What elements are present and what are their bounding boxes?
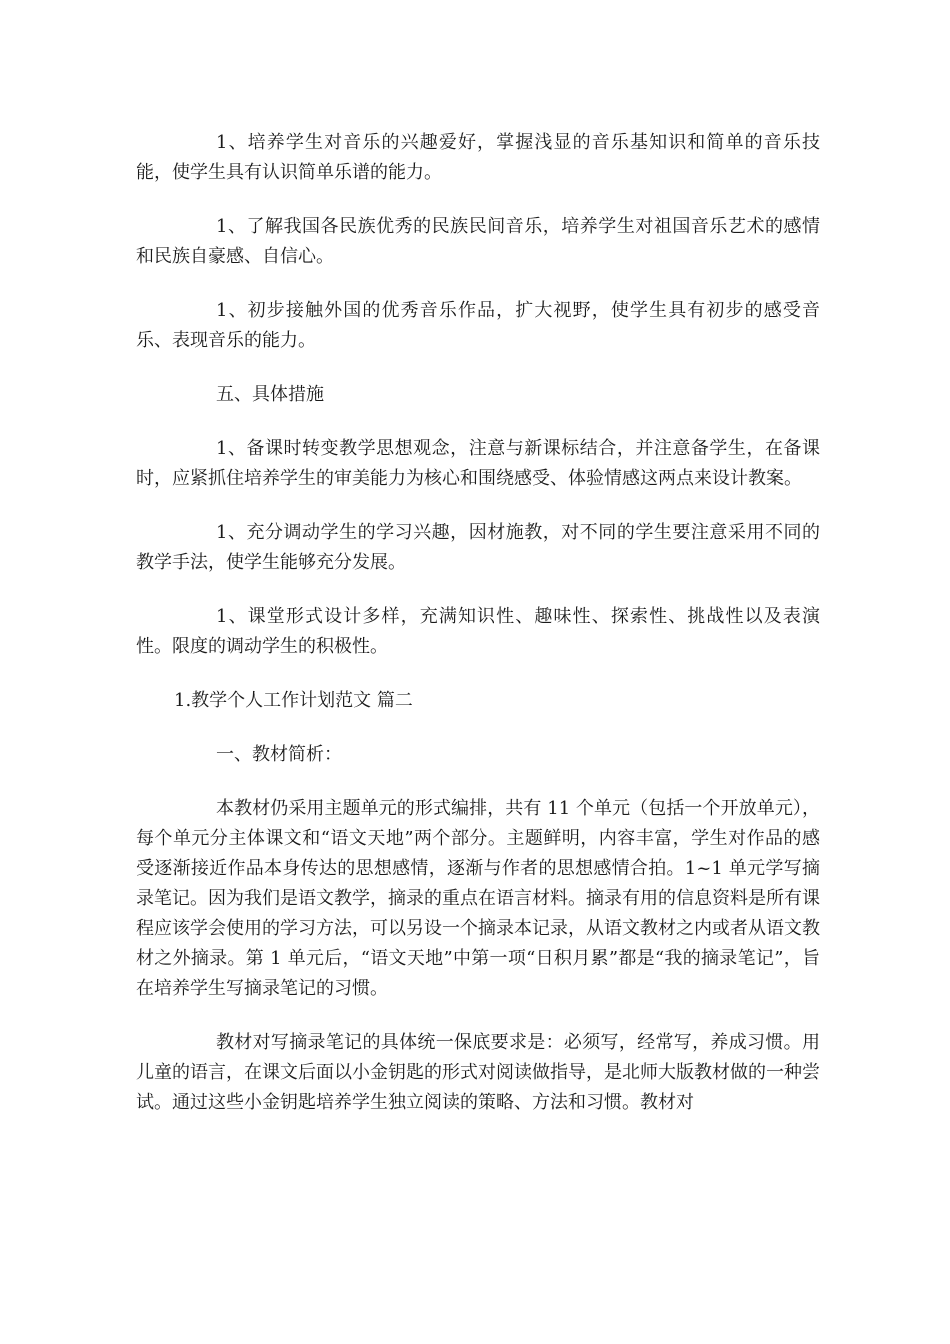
section-heading-textbook-analysis: 一、教材简析： — [216, 744, 342, 765]
paragraph-textbook-notes: 教材对写摘录笔记的具体统一保底要求是：必须写，经常写，养成习惯。用儿童的语言，在课文后面以小金钥匙的形式对阅读做指导，是北师大版教材做的一种尝试。通过这些小金钥匙培养学生独立阅读的策略、方法和习惯。教材对 — [136, 1032, 820, 1113]
paragraph-goal-folk-music: 1、了解我国各民族优秀的民族民间音乐，培养学生对祖国音乐艺术的感情和民族自豪感、自信心。 — [136, 216, 820, 267]
section-heading-measures: 五、具体措施 — [216, 384, 324, 405]
article-heading-part-two: 1.教学个人工作计划范文 篇二 — [174, 690, 413, 711]
paragraph-goal-foreign-music: 1、初步接触外国的优秀音乐作品，扩大视野，使学生具有初步的感受音乐、表现音乐的能力。 — [136, 300, 820, 351]
paragraph-goal-interest: 1、培养学生对音乐的兴趣爱好，掌握浅显的音乐基知识和简单的音乐技能，使学生具有认识简单乐谱的能力。 — [136, 132, 820, 183]
paragraph-measure-classroom-form: 1、课堂形式设计多样，充满知识性、趣味性、探索性、挑战性以及表演性。限度的调动学生的积极性。 — [136, 606, 820, 657]
paragraph-measure-motivation: 1、充分调动学生的学习兴趣，因材施教，对不同的学生要注意采用不同的教学手法，使学生能够充分发展。 — [136, 522, 820, 573]
paragraph-textbook-structure: 本教材仍采用主题单元的形式编排，共有 11 个单元（包括一个开放单元），每个单元分主体课文和“语文天地”两个部分。主题鲜明，内容丰富，学生对作品的感受逐渐接近作品本身传达的思想感情，逐渐与作者的思想感情合拍。1~1 单元学写摘录笔记。因为我们是语文教学，摘录的重点在语言材料。摘录有用的信息资料是所有课程应该学会使用的学习方法，可以另设一个摘录本记录，从语文教材之内或者从语文教材之外摘录。第 1 单元后，“语文天地”中第一项“日积月累”都是“我的摘录笔记”，旨在培养学生写摘录笔记的习惯。 — [136, 798, 820, 999]
paragraph-measure-lesson-prep: 1、备课时转变教学思想观念，注意与新课标结合，并注意备学生，在备课时，应紧抓住培养学生的审美能力为核心和围绕感受、体验情感这两点来设计教案。 — [136, 438, 820, 489]
document-body — [136, 128, 820, 1142]
